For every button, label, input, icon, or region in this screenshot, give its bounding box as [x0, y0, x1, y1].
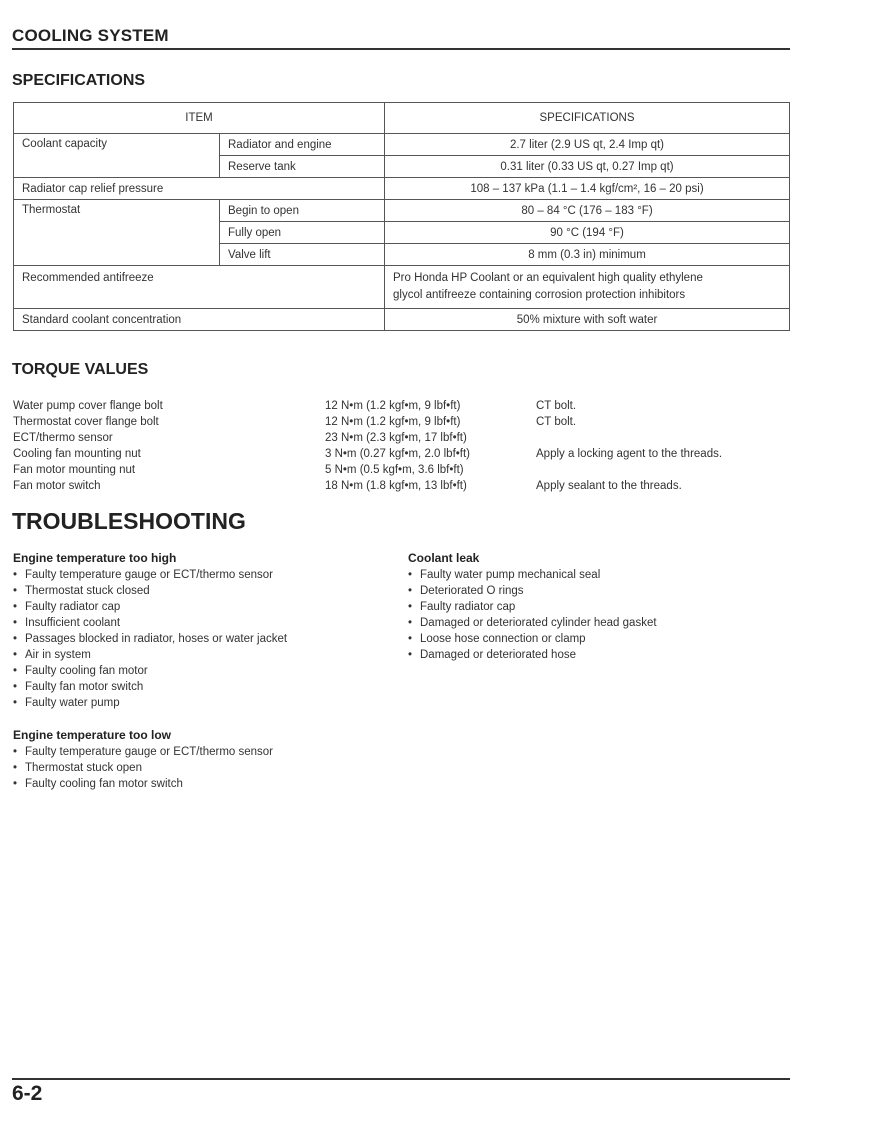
specifications-table	[13, 102, 790, 331]
table-row	[14, 266, 790, 309]
section-heading: COOLING SYSTEM	[12, 26, 169, 45]
valve-lift-label: Valve lift	[220, 244, 385, 266]
torque-item: Water pump cover flange bolt	[13, 400, 163, 412]
list-item: • Faulty radiator cap	[13, 599, 393, 615]
fully-open-label: Fully open	[220, 222, 385, 244]
table-header-row	[14, 103, 790, 134]
radiator-cap-label: Radiator cap relief pressure	[14, 178, 385, 200]
reserve-tank-label: Reserve tank	[220, 156, 385, 178]
antifreeze-label: Recommended antifreeze	[14, 266, 385, 309]
coolant-leak-group	[408, 551, 788, 663]
list-item: • Faulty radiator cap	[408, 599, 788, 615]
table-row	[14, 178, 790, 200]
torque-item: ECT/thermo sensor	[13, 432, 113, 444]
antifreeze-value-line2: glycol antifreeze containing corrosion protection inhibitors	[393, 289, 686, 301]
table-row	[14, 200, 790, 222]
torque-note: CT bolt.	[536, 400, 577, 412]
valve-lift-value: 8 mm (0.3 in) minimum	[385, 244, 790, 266]
list-item: • Faulty temperature gauge or ECT/thermo sensor	[13, 744, 393, 760]
coolant-leak-list	[408, 567, 788, 663]
coolant-leak-title: Coolant leak	[408, 551, 480, 565]
too-high-group	[13, 551, 393, 711]
antifreeze-value	[385, 266, 790, 309]
list-item: • Thermostat stuck closed	[13, 583, 393, 599]
begin-open-value: 80 – 84 °C (176 – 183 °F)	[385, 200, 790, 222]
thermostat-label: Thermostat	[14, 200, 220, 266]
specifications-title: SPECIFICATIONS	[12, 72, 146, 89]
too-low-list	[13, 744, 393, 792]
torque-value: 3 N•m (0.27 kgf•m, 2.0 lbf•ft)	[325, 448, 471, 460]
table-row	[14, 134, 790, 156]
torque-value: 12 N•m (1.2 kgf•m, 9 lbf•ft)	[325, 416, 461, 428]
torque-value: 18 N•m (1.8 kgf•m, 13 lbf•ft)	[325, 480, 467, 492]
list-item: • Faulty cooling fan motor	[13, 663, 393, 679]
list-item: • Faulty water pump	[13, 695, 393, 711]
torque-item: Thermostat cover flange bolt	[13, 416, 159, 428]
torque-item: Fan motor mounting nut	[13, 464, 136, 476]
torque-item: Cooling fan mounting nut	[13, 448, 141, 460]
spec-column-header: SPECIFICATIONS	[385, 103, 790, 134]
list-item: • Faulty temperature gauge or ECT/thermo sensor	[13, 567, 393, 583]
too-high-list	[13, 567, 393, 711]
too-low-title: Engine temperature too low	[13, 728, 172, 742]
too-low-group	[13, 728, 393, 792]
table-row	[14, 309, 790, 331]
too-high-title: Engine temperature too high	[13, 551, 177, 565]
list-item: • Damaged or deteriorated cylinder head gasket	[408, 615, 788, 631]
page-number: 6-2	[12, 1082, 43, 1105]
list-item: • Loose hose connection or clamp	[408, 631, 788, 647]
radiator-cap-value: 108 – 137 kPa (1.1 – 1.4 kgf/cm², 16 – 20 psi)	[385, 178, 790, 200]
concentration-value: 50% mixture with soft water	[385, 309, 790, 331]
list-item: • Deteriorated O rings	[408, 583, 788, 599]
torque-value: 12 N•m (1.2 kgf•m, 9 lbf•ft)	[325, 400, 461, 412]
torque-note: Apply a locking agent to the threads.	[536, 448, 723, 460]
torque-note: Apply sealant to the threads.	[536, 480, 682, 492]
list-item: • Faulty fan motor switch	[13, 679, 393, 695]
reserve-tank-value: 0.31 liter (0.33 US qt, 0.27 Imp qt)	[385, 156, 790, 178]
list-item: • Faulty water pump mechanical seal	[408, 567, 788, 583]
item-column-header: ITEM	[14, 103, 385, 134]
torque-item: Fan motor switch	[13, 480, 101, 492]
list-item: • Faulty cooling fan motor switch	[13, 776, 393, 792]
radiator-engine-label: Radiator and engine	[220, 134, 385, 156]
list-item: • Air in system	[13, 647, 393, 663]
torque-values-title: TORQUE VALUES	[12, 361, 149, 378]
torque-note: CT bolt.	[536, 416, 577, 428]
torque-value: 23 N•m (2.3 kgf•m, 17 lbf•ft)	[325, 432, 467, 444]
list-item: • Insufficient coolant	[13, 615, 393, 631]
list-item: • Thermostat stuck open	[13, 760, 393, 776]
radiator-engine-value: 2.7 liter (2.9 US qt, 2.4 Imp qt)	[385, 134, 790, 156]
antifreeze-value-line1: Pro Honda HP Coolant or an equivalent high quality ethylene	[393, 272, 703, 284]
begin-open-label: Begin to open	[220, 200, 385, 222]
footer-divider	[12, 1078, 790, 1080]
list-item: • Damaged or deteriorated hose	[408, 647, 788, 663]
fully-open-value: 90 °C (194 °F)	[385, 222, 790, 244]
coolant-capacity-label: Coolant capacity	[14, 134, 220, 178]
list-item: • Passages blocked in radiator, hoses or water jacket	[13, 631, 393, 647]
concentration-label: Standard coolant concentration	[14, 309, 385, 331]
troubleshooting-title: TROUBLESHOOTING	[12, 508, 246, 534]
torque-value: 5 N•m (0.5 kgf•m, 3.6 lbf•ft)	[325, 464, 464, 476]
page-header	[12, 26, 790, 50]
